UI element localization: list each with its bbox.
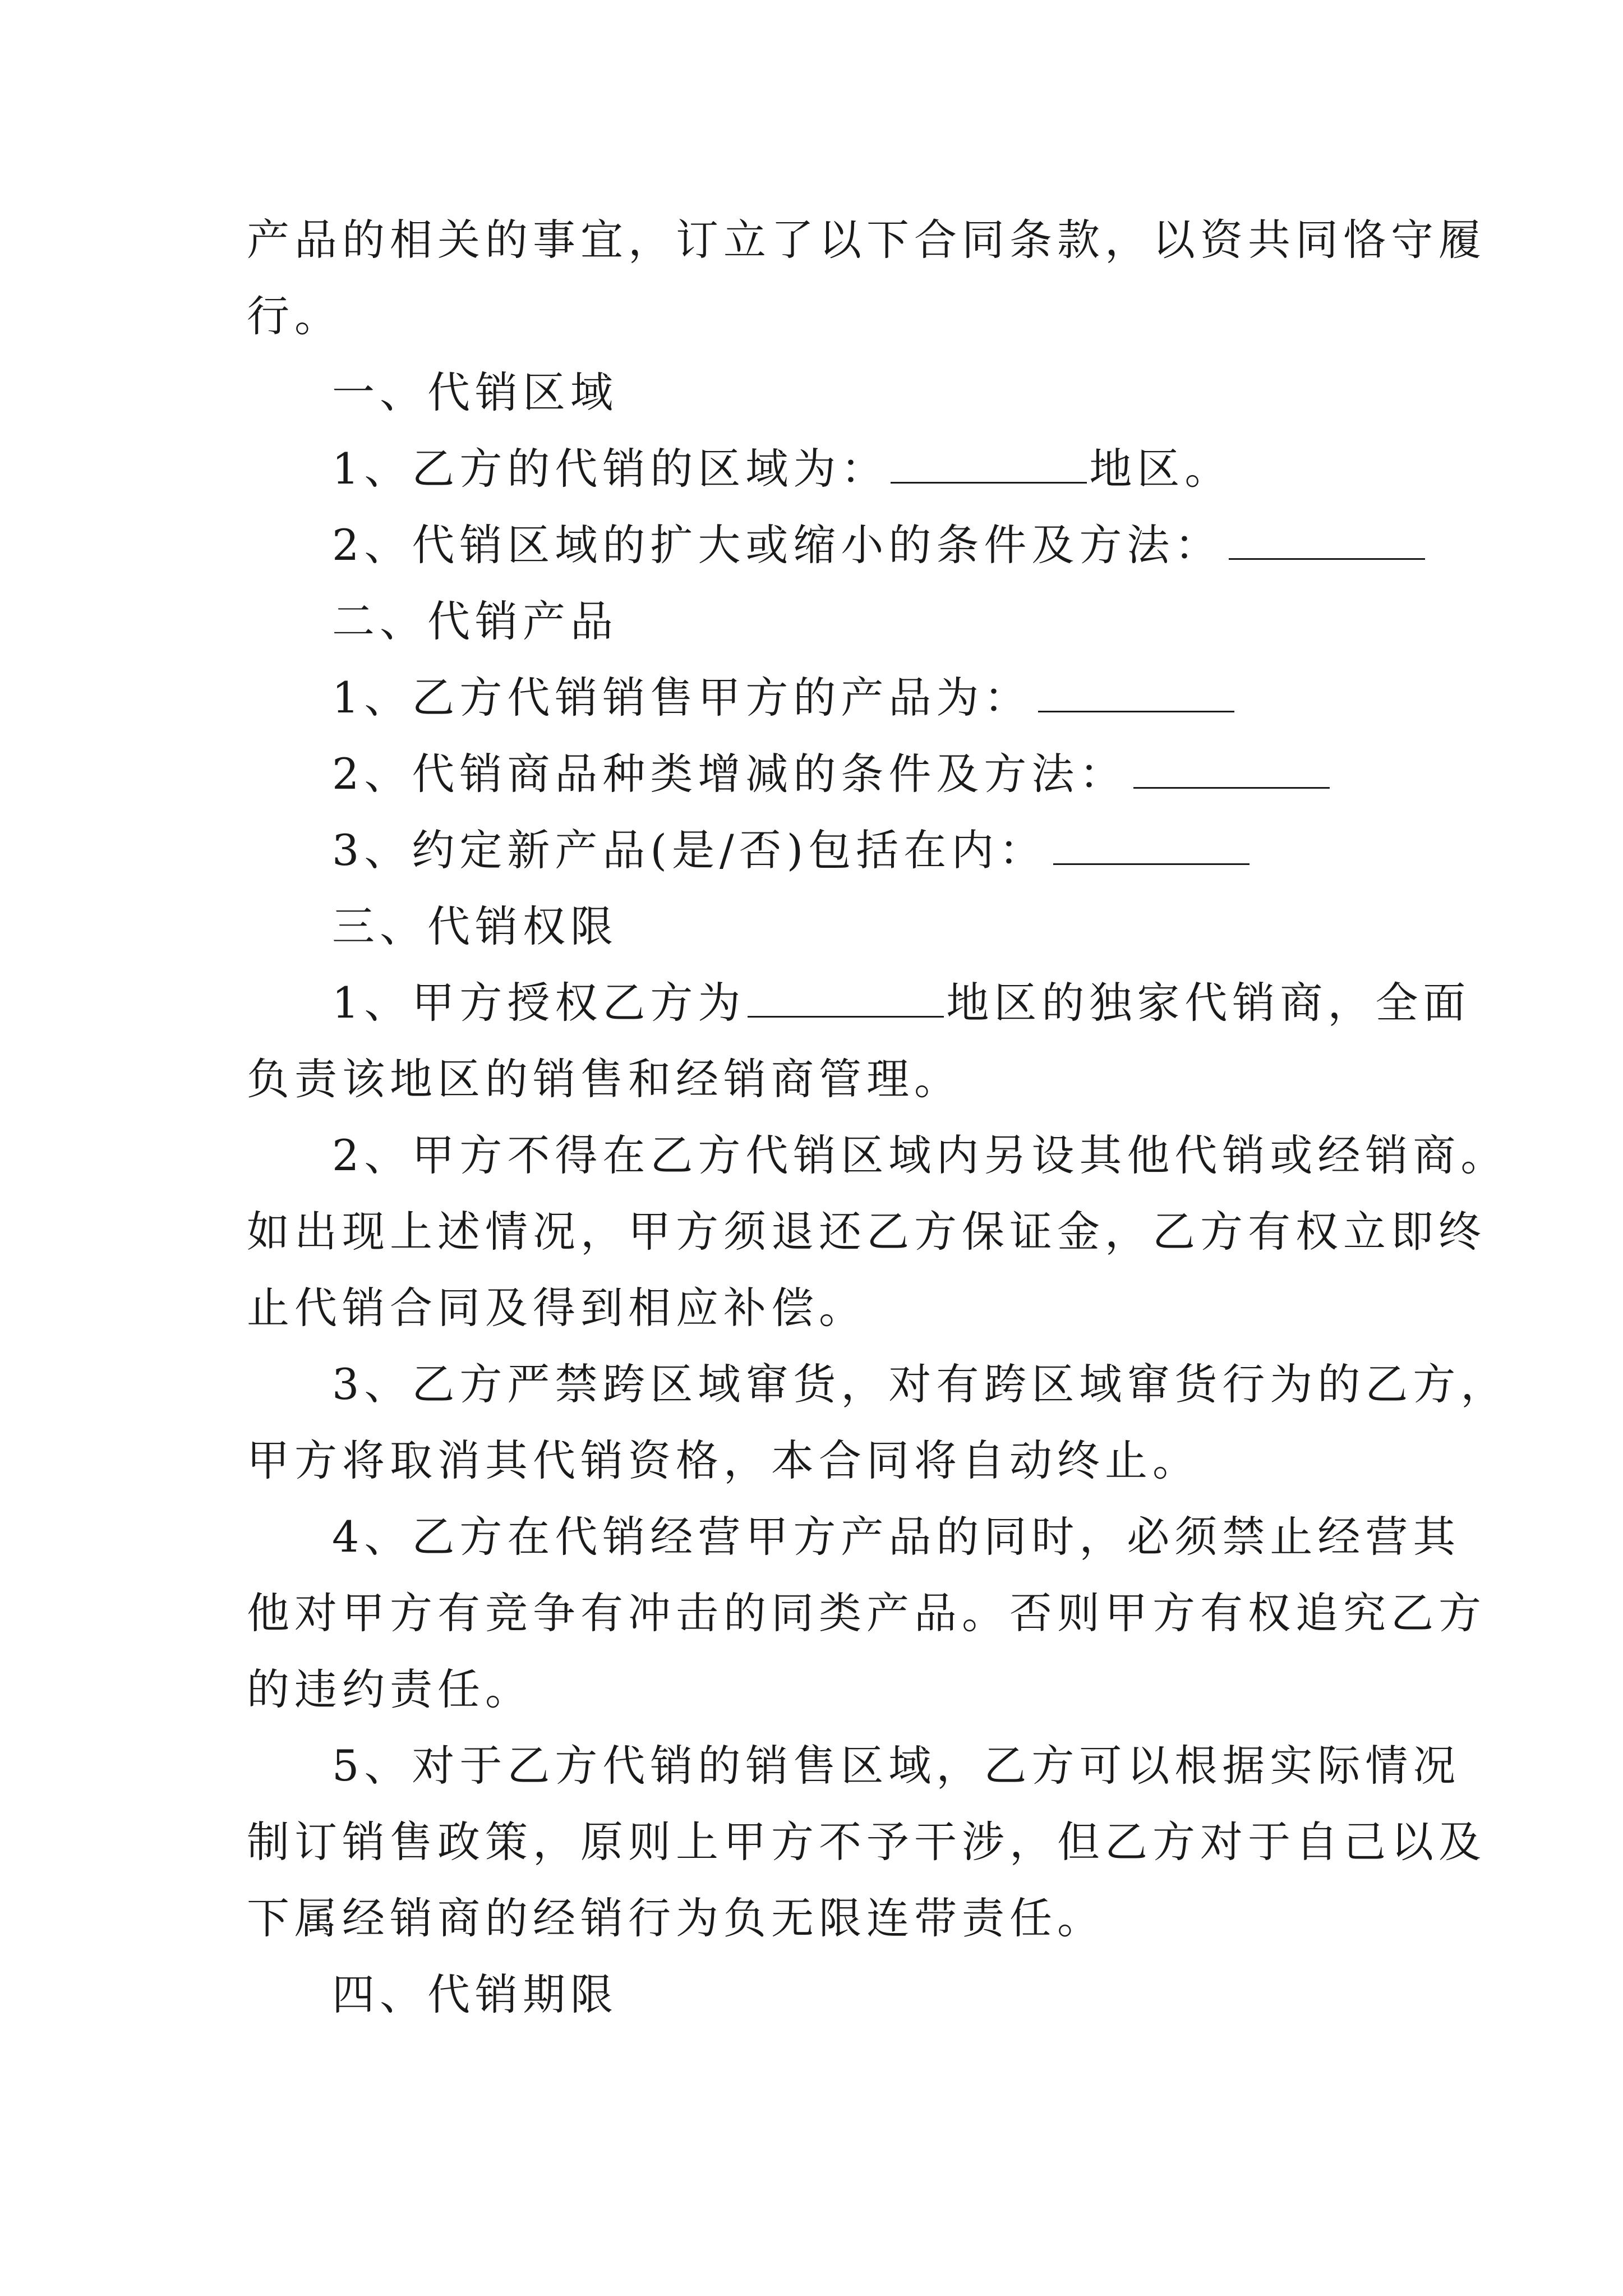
clause-line: 2、甲方不得在乙方代销区域内另设其他代销或经销商。: [332, 1130, 1509, 1180]
clause-line: 负责该地区的销售和经销商管理。: [247, 1054, 962, 1104]
clause-text: 1、乙方代销销售甲方的产品为：: [332, 673, 1032, 723]
fill-in-blank: [1053, 824, 1249, 865]
clause-line: 甲方将取消其代销资格，本合同将自动终止。: [247, 1435, 1200, 1485]
clause-line: 制订销售政策，原则上甲方不予干涉，但乙方对于自己以及: [247, 1817, 1486, 1867]
section-heading: 二、代销产品: [332, 596, 618, 646]
clause-line: 的违约责任。: [247, 1664, 533, 1714]
clause-text: 1、乙方的代销的区域为：: [332, 444, 889, 494]
clause-text: 1、甲方授权乙方为: [332, 978, 746, 1028]
document-body: [247, 202, 1509, 2033]
clause-line: 如出现上述情况，甲方须退还乙方保证金，乙方有权立即终: [247, 1207, 1486, 1257]
clause-line: 4、乙方在代销经营甲方产品的同时，必须禁止经营其: [332, 1512, 1461, 1562]
clause-line: 3、乙方严禁跨区域窜货，对有跨区域窜货行为的乙方，: [332, 1359, 1509, 1409]
clause-line: [247, 965, 1471, 1041]
section-heading: 四、代销期限: [332, 1970, 618, 2019]
section-heading: 三、代销权限: [332, 901, 618, 951]
clause-line: 止代销合同及得到相应补偿。: [247, 1283, 866, 1333]
clause-line: [247, 812, 1391, 889]
clause-line: 他对甲方有竞争有冲击的同类产品。否则甲方有权追究乙方: [247, 1588, 1486, 1638]
paragraph-line: 行。: [247, 291, 342, 341]
clause-text: 地区。: [1089, 444, 1233, 494]
fill-in-blank: [1229, 519, 1425, 560]
clause-line: [247, 736, 1391, 812]
fill-in-blank: [891, 443, 1087, 484]
section-heading: 一、代销区域: [332, 367, 618, 417]
clause-line: [247, 431, 1391, 507]
paragraph-line: 产品的相关的事宜，订立了以下合同条款，以资共同恪守履: [247, 215, 1486, 265]
clause-line: 5、对于乙方代销的销售区域，乙方可以根据实际情况: [332, 1741, 1461, 1791]
fill-in-blank: [1133, 748, 1330, 789]
clause-text: 2、代销商品种类增减的条件及方法：: [332, 749, 1127, 799]
clause-line: [247, 660, 1391, 736]
clause-text: 2、代销区域的扩大或缩小的条件及方法：: [332, 520, 1223, 570]
clause-line: [247, 507, 1391, 583]
clause-text: 地区的独家代销商，全面: [946, 978, 1471, 1028]
fill-in-blank: [1038, 671, 1234, 712]
fill-in-blank: [748, 977, 944, 1018]
clause-text: 3、约定新产品(是/否)包括在内：: [332, 825, 1047, 875]
clause-line: 下属经销商的经销行为负无限连带责任。: [247, 1893, 1105, 1943]
